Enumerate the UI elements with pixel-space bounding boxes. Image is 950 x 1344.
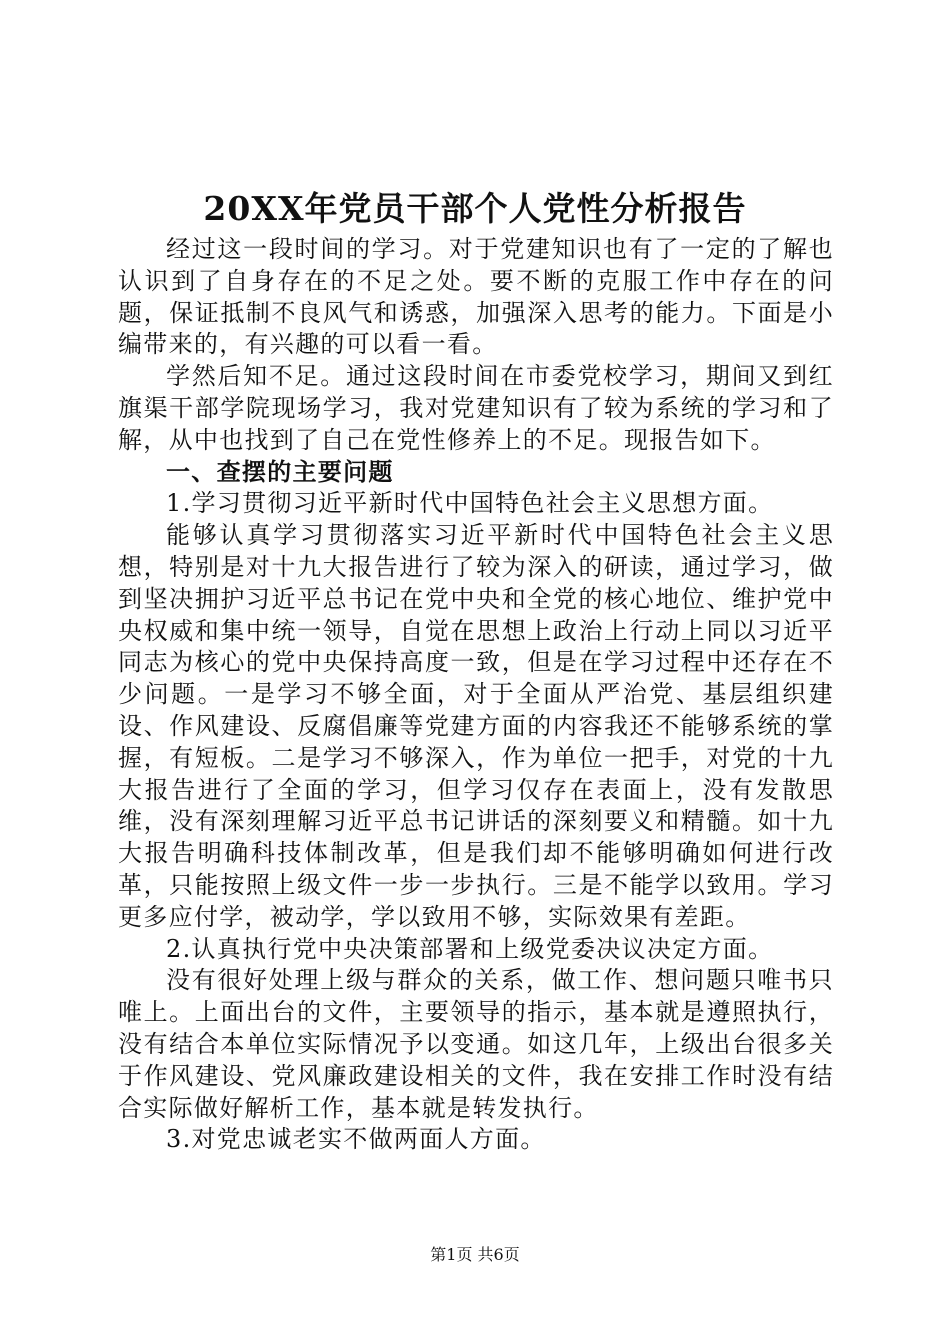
- section-heading: 一、查摆的主要问题: [166, 457, 394, 486]
- body-paragraph-2: 没有很好处理上级与群众的关系，做工作、想问题只唯书只唯上。上面出台的文件，主要领导的指示，基本就是遵照执行，没有结合本单位实际情况予以变通。如这几年，上级出台很多关于作风建设、党风廉政建设相关的文件，我在安排工作时没有结合实际做好解析工作，基本就是转发执行。: [118, 966, 834, 1122]
- opening-paragraph: 学然后知不足。通过这段时间在市委党校学习，期间又到红旗渠干部学院现场学习，我对党建知识有了较为系统的学习和了解，从中也找到了自己在党性修养上的不足。现报告如下。: [118, 362, 834, 454]
- document-body: [118, 234, 834, 1156]
- subsection-heading-2: 2.认真执行党中央决策部署和上级党委决议决定方面。: [166, 934, 774, 963]
- subsection-heading-3: 3.对党忠诚老实不做两面人方面。: [166, 1125, 546, 1154]
- page-footer: 第1页 共6页: [430, 1245, 520, 1264]
- document-title: 20XX年党员干部个人党性分析报告: [203, 189, 747, 228]
- intro-paragraph: 经过这一段时间的学习。对于党建知识也有了一定的了解也认识到了自身存在的不足之处。要不断的克服工作中存在的问题，保证抵制不良风气和诱惑，加强深入思考的能力。下面是小编带来的，有兴趣的可以看一看。: [118, 235, 834, 359]
- body-paragraph-1: 能够认真学习贯彻落实习近平新时代中国特色社会主义思想，特别是对十九大报告进行了较为深入的研读，通过学习，做到坚决拥护习近平总书记在党中央和全党的核心地位、维护党中央权威和集中统一领导，自觉在思想上政治上行动上同以习近平同志为核心的党中央保持高度一致，但是在学习过程中还存在不少问题。一是学习不够全面，对于全面从严治党、基层组织建设、作风建设、反腐倡廉等党建方面的内容我还不能够系统的掌握，有短板。二是学习不够深入，作为单位一把手，对党的十九大报告进行了全面的学习，但学习仅存在表面上，没有发散思维，没有深刻理解习近平总书记讲话的深刻要义和精髓。如十九大报告明确科技体制改革，但是我们却不能够明确如何进行改革，只能按照上级文件一步一步执行。三是不能学以致用。学习更多应付学，被动学，学以致用不够，实际效果有差距。: [118, 521, 834, 931]
- subsection-heading-1: 1.学习贯彻习近平新时代中国特色社会主义思想方面。: [166, 489, 774, 518]
